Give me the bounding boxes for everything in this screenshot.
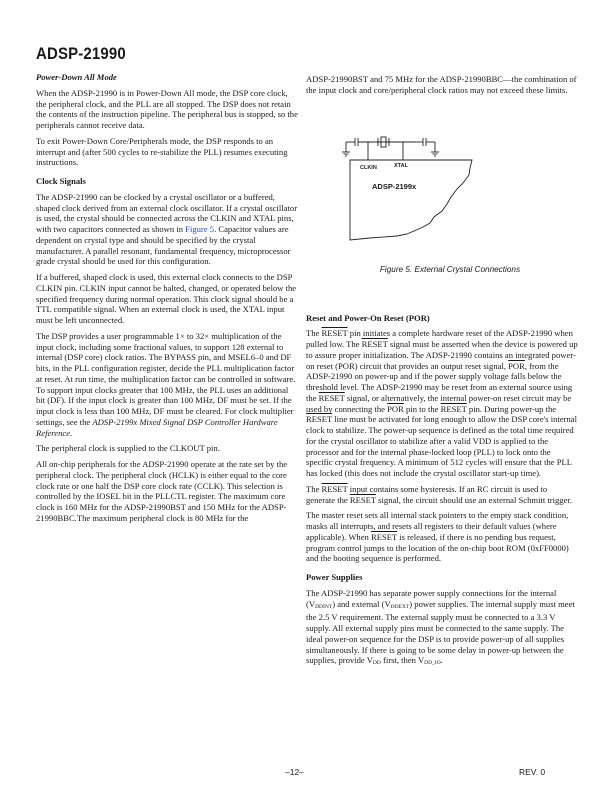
text-run: signal, the circuit should use an external Schmitt trigger. [376,494,572,505]
revision-label: REV. 0 [519,767,546,777]
chip-label: ADSP-2199x [372,182,417,191]
signal-reset: RESET [361,339,388,349]
text-run: pin initiates a complete hardware reset of the ADSP-21990 when pulled low. The [306,328,573,349]
section-heading: Reset and Power-On Reset (POR) [306,312,430,323]
text-run: line must be activated for long enough to allow the DSP core's internal clock to stabilize. The power-up sequence is defined as the total time required for the crystal oscillator to stabilize after a valid VDD is applied to the processor and for the internal phase-locked loop (PLL) to lock onto the specific crystal frequency. A minimum of 512 cycles will ensure that the PLL has locked (this does not include the crystal oscillator start-up time). [306,414,578,478]
paragraph: To exit Power-Down Core/Peripherals mode, the DSP responds to an interrupt and (after 500 cycles to re-stabilize the PLL) resumes executing instructions. [36,135,288,168]
signal-por: $\overline{POR}$ [387,403,404,414]
section-power-down-all [36,72,298,168]
text-run: ) and external (V [332,598,391,609]
figure-5-link[interactable]: Figure 5 [185,224,215,234]
paragraph: If a buffered, shaped clock is used, this external clock connects to the DSP CLKIN pin. CLKIN input cannot be halted, changed, or operated below the specified frequency during normal operation. This clock signal should be a TTL compatible signal. When an external clock is used, the XTAL input must be left unconnected. [36,272,297,325]
text-run: The DSP provides a user programmable 1× to 32× multiplication of the input clock, including some fractional values, to support 128 external to internal (DSP core) clock ratios. The BYPASS pin, and MSEL6–0 and DF bits, in the PLL configuration register, decide the PLL multiplication factor at reset. At run time, the multiplication factor can be controlled in software. To support input clocks greater that 100 MHz, the PLL uses an additional bit (DF). If the input clock is greater than 100 MHz, DF must be set. If the input clock is less than 100 MHz, DF must be cleared. For clock multiplier settings, see the [36,330,296,427]
text-run: . Capacitor values are dependent on crystal type and should be specified by the crystal manufacturer. A parallel resonant, fundamental frequency, microprocessor grade crystal should be used for this configuration. [36,224,291,267]
paragraph [306,328,578,479]
pin-label-xtal: XTAL [394,163,408,169]
text-run: signal, or alternatively, the internal power-on reset circuit may be used by connecting the [306,392,572,414]
page-number: –12– [285,767,304,777]
signal-reset: RESET [349,494,377,505]
signal-reset: RESET [440,403,467,414]
signal-reset: RESET [321,483,348,494]
figure-spacer [306,96,578,313]
page-title: ADSP-21990 [36,44,126,63]
text-run: The ADSP-21990 has separate power supply connections for the internal (V [306,587,557,609]
text-run: first, then V [380,655,425,666]
paragraph [306,588,578,669]
figure-caption: Figure 5. External Crystal Connections [379,265,521,274]
section-heading: Power Supplies [306,572,363,582]
paragraph: ADSP-21990BST and 75 MHz for the ADSP-21990BBC—the combination of the input clock and core/peripheral clock ratios may not exceed these limits. [306,74,577,95]
section-clock-signals [36,176,298,524]
paragraph [36,192,298,267]
paragraph: When the ADSP-21990 is in Power-Down All mode, the DSP core clock, the peripheral clock, and the PLL are all stopped. The DSP does not retain the contents of the instruction pipeline. The peripheral bus is stopped, so the peripherals cannot receive data. [36,87,298,130]
section-reset [306,313,578,565]
text-run: is released, if there is no pending bus request, program control jumps to the location of the on-chip boot ROM (0xFF0000) and the booting sequence is performed. [306,531,569,564]
left-column [36,72,298,532]
text-run: pin. During power-up the [466,403,557,414]
section-heading: Clock Signals [36,176,86,186]
paragraph: The peripheral clock is supplied to the CLKOUT pin. [36,443,220,454]
text-run: signal must be asserted when the device is powered up to assure proper initialization. The ADSP-21990 contains an integrated power-on reset (POR) circuit that provides an output reset signal, [306,339,578,371]
text-run: . [440,655,443,666]
text-run: pin to the [403,403,441,414]
hardware-reference-title: ADSP-2199x Mixed Signal DSP Controller Hardware Reference [36,416,278,438]
signal-reset: RESET [306,414,333,425]
signal-reset: RESET [318,392,345,403]
text-run: The [306,328,322,339]
signal-reset: RESET [321,328,348,339]
section-heading: Power-Down All Mode [36,72,117,82]
paragraph [306,484,578,506]
paragraph [36,331,298,439]
paragraph [306,510,578,564]
text-run: The master reset sets all internal stack pointers to the empty stack condition, masks all interrupts, and resets all registers to their default values (where applicable). When [306,510,569,542]
text-run: The [306,483,322,494]
section-power-supplies [306,572,578,669]
signal-por: $\overline{POR}$ [508,360,525,371]
text-run: , from the ADSP-21990 on power-up and if the power supply voltage falls below the threshold level. The ADSP-21990 may be reset from an external source using the [306,360,573,403]
pin-label-clkin: CLKIN [360,165,377,171]
subscript: DD_IO [424,660,441,667]
subscript: DDINT [315,603,333,610]
text-run: ) power supplies. The internal supply must meet the 2.5 V requirement. The external supply must be connected to a 3.3 V supply. All external supply pins must be connected to the same supply. The ideal power-on sequence for the DSP is to provide power-up of all supplies simultaneously. If there is going to be some delay in power-up between the supplies, provide V [306,598,575,666]
signal-reset: RESET [370,531,398,542]
subscript: DDEXT [390,603,410,610]
text-run: input contains some hysteresis. If an RC circuit is used to generate the [306,483,548,505]
text-run: . [70,427,73,438]
text-run: The ADSP-21990 can be clocked by a crystal oscillator or a buffered, shaped clock derived from an external clock oscillator. If a crystal oscillator is used, the crystal should be connected across the CLKIN and XTAL pins, with two capacitors connected as shown in [36,191,298,234]
right-column [306,74,578,677]
paragraph: All on-chip peripherals for the ADSP-21990 operate at the rate set by the peripheral clock. The peripheral clock (HCLK) is either equal to the core clock rate or one half the DSP core clock rate (CCLK). This selection is controlled by the IOSEL bit in the PLLCTL register. The maximum core clock is 160 MHz for the ADSP-21990BST and 150 MHz for the ADSP-21990BBC.The maximum peripheral clock is 80 MHz for the [36,459,288,523]
subscript: DD [372,660,381,667]
